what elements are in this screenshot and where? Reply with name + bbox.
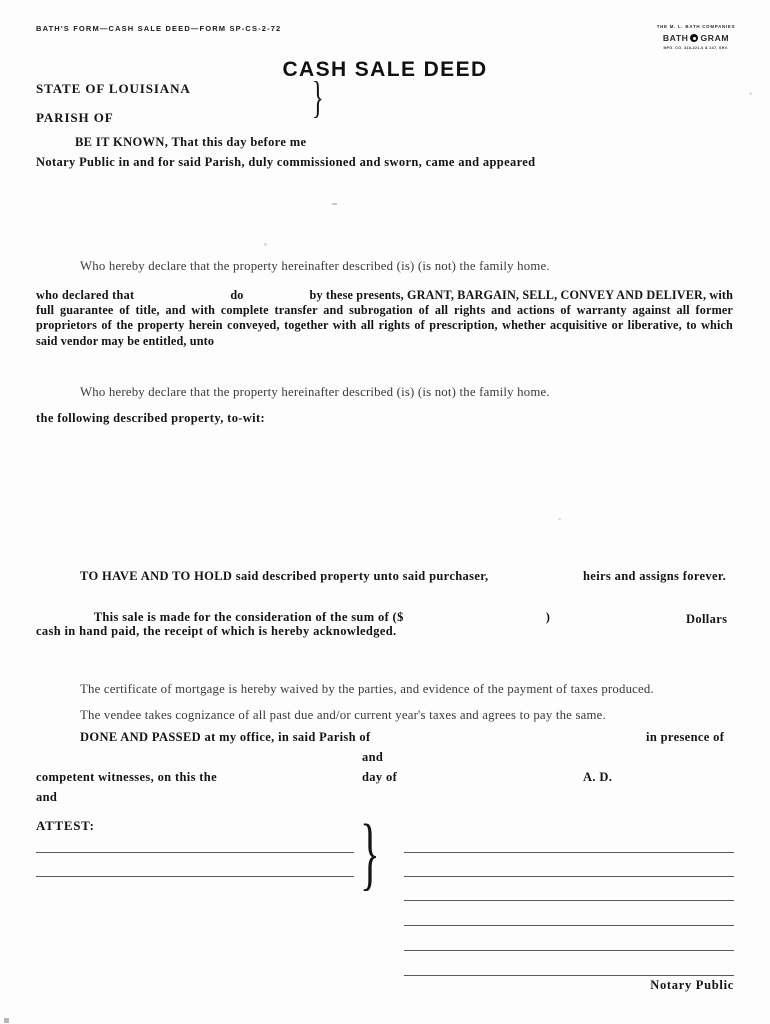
attest-signature-line-1[interactable] — [36, 852, 354, 853]
jurisdiction-brace: } — [312, 73, 324, 122]
party-signature-line-5[interactable] — [404, 950, 734, 951]
scan-artifact — [749, 92, 752, 95]
notary-public-signature-label: Notary Public — [650, 978, 734, 992]
party-signature-line-4[interactable] — [404, 925, 734, 926]
party-signature-line-3[interactable] — [404, 900, 734, 901]
certificate-of-mortgage-line: The certificate of mortgage is hereby waived by the parties, and evidence of the payment of taxes produced. — [80, 682, 654, 696]
day-of-label: day of — [362, 770, 398, 784]
logo-brand-right: GRAM — [700, 33, 730, 43]
form-code-label: BATH'S FORM—CASH SALE DEED—FORM SP-CS-2-72 — [36, 24, 282, 33]
be-it-known-line: BE IT KNOWN, That this day before me — [75, 135, 307, 149]
anno-domini-label: A. D. — [583, 770, 613, 784]
grant-rest: by these presents, GRANT, BARGAIN, SELL, CONVEY AND DELIVER, with full guarantee of title, and with complete transfer and subrogation of all rights and actions of warranty against all former proprietors of the property herein conveyed, together with all rights of prescription, whether acquisitive or liberative, to which said vendor may be entitled, unto — [36, 288, 734, 348]
attest-signature-line-2[interactable] — [36, 876, 354, 877]
to-wit-line: the following described property, to-wit: — [36, 411, 266, 425]
dollars-label: Dollars — [686, 612, 728, 626]
page-title: CASH SALE DEED — [282, 58, 488, 81]
cash-in-hand-line: cash in hand paid, the receipt of which is hereby acknowledged. — [36, 624, 397, 638]
party-signature-line-1[interactable] — [404, 852, 734, 853]
family-home-declaration-2: Who hereby declare that the property hereinafter described (is) (is not) the family home. — [80, 385, 550, 399]
to-have-and-to-hold-line: TO HAVE AND TO HOLD said described property unto said purchaser, — [80, 569, 489, 583]
grant-do: do — [230, 288, 244, 302]
consideration-close-paren: ) — [545, 610, 551, 624]
consideration-text: This sale is made for the consideration of the sum of ($ — [93, 610, 404, 624]
done-and-passed-line: DONE AND PASSED at my office, in said Parish of — [80, 730, 371, 744]
party-signature-line-2[interactable] — [404, 876, 734, 877]
bath-companies-logo — [640, 24, 752, 51]
in-presence-of-label: in presence of — [646, 730, 725, 744]
logo-fine-print: MFG. CO. 318-221-6 & 147, SHV. — [663, 46, 729, 50]
competent-witnesses-line: competent witnesses, on this the — [36, 770, 217, 784]
grant-clause-paragraph — [36, 288, 733, 349]
attest-label: ATTEST: — [36, 818, 95, 833]
logo-brand-left: BATH — [662, 33, 689, 43]
scan-artifact — [264, 243, 267, 246]
signature-brace: } — [360, 807, 380, 898]
state-label: STATE OF LOUISIANA — [36, 81, 191, 96]
vendee-taxes-line: The vendee takes cognizance of all past due and/or current year's taxes and agrees to pay the same. — [80, 708, 606, 722]
scan-artifact — [558, 518, 561, 520]
logo-dot-icon — [690, 34, 698, 42]
logo-brand-line — [640, 32, 752, 44]
notary-public-line: Notary Public in and for said Parish, duly commissioned and sworn, came and appeared — [36, 155, 536, 169]
and-connector-2: and — [36, 790, 58, 804]
scan-artifact — [332, 203, 337, 205]
logo-company-line: THE M. L. BATH COMPANIES — [656, 24, 736, 29]
party-signature-line-6[interactable] — [404, 975, 734, 976]
and-connector-1: and — [362, 750, 384, 764]
heirs-and-assigns-label: heirs and assigns forever. — [583, 569, 727, 583]
grant-lead: who declared that — [36, 288, 135, 302]
family-home-declaration-1: Who hereby declare that the property hereinafter described (is) (is not) the family home. — [80, 259, 550, 273]
scan-artifact — [4, 1018, 9, 1023]
parish-label: PARISH OF — [36, 110, 114, 125]
